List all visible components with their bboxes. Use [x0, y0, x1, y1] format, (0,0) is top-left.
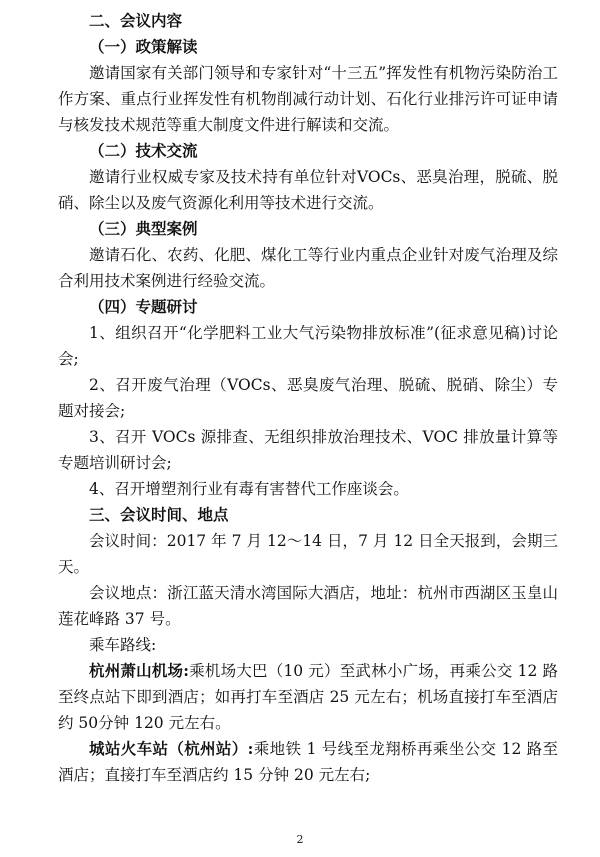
meeting-time: 会议时间：2017 年 7 月 12～14 日，7 月 12 日全天报到，会期三天。: [58, 532, 558, 576]
route-airport-label: 杭州萧山机场:: [89, 661, 189, 680]
page-content: [58, 8, 558, 788]
paragraph-technical-exchange: 邀请行业权威专家及技术持有单位针对VOCs、恶臭治理，脱硫、脱硝、除尘以及废气资源化利用等技术进行交流。: [58, 168, 558, 212]
paragraph-typical-cases: 邀请石化、农药、化肥、煤化工等行业内重点企业针对废气治理及综合利用技术案例进行经验交流。: [58, 246, 558, 290]
page-number: 2: [296, 833, 304, 846]
subheading-policy-interpretation: （一）政策解读: [89, 37, 198, 56]
subheading-technical-exchange: （二）技术交流: [89, 141, 198, 160]
paragraph-policy-interpretation: 邀请国家有关部门领导和专家针对“十三五”挥发性有机物污染防治工作方案、重点行业挥发性有机物削减行动计划、石化行业排污许可证申请与核发技术规范等重大制度文件进行解读和交流。: [58, 64, 558, 134]
seminar-item-3: 3、召开 VOCs 源排查、无组织排放治理技术、VOC 排放量计算等专题培训研讨会;: [58, 428, 558, 472]
seminar-item-4: 4、召开增塑剂行业有毒有害替代工作座谈会。: [89, 480, 409, 498]
section-heading-time-venue: 三、会议时间、地点: [89, 505, 229, 524]
subheading-typical-cases: （三）典型案例: [89, 219, 198, 238]
meeting-venue: 会议地点：浙江蓝天清水湾国际大酒店，地址：杭州市西湖区玉皇山莲花峰路 37 号。: [58, 584, 558, 628]
route-railway-label: 城站火车站（杭州站）:: [89, 739, 254, 758]
seminar-item-2: 2、召开废气治理（VOCs、恶臭废气治理、脱硫、脱硝、除尘）专题对接会;: [58, 376, 558, 420]
route-airport-text: 乘机场大巴（10 元）至武林小广场，再乘公交 12 路至终点站下即到酒店；如再打车至酒店 25 元左右；机场直接打车至酒店约 50分钟 120 元左右。: [58, 662, 558, 732]
section-heading-meeting-content: 二、会议内容: [89, 11, 183, 30]
route-railway-text: 乘地铁 1 号线至龙翔桥再乘坐公交 12 路至酒店；直接打车至酒店约 15 分钟 20 元左右;: [58, 740, 558, 784]
seminar-item-1: 1、组织召开“化学肥料工业大气污染物排放标准”(征求意见稿)讨论会;: [58, 324, 558, 368]
subheading-special-seminars: （四）专题研讨: [89, 297, 198, 316]
route-heading: 乘车路线:: [89, 636, 157, 654]
route-airport: [58, 658, 558, 736]
route-railway: [58, 736, 558, 788]
